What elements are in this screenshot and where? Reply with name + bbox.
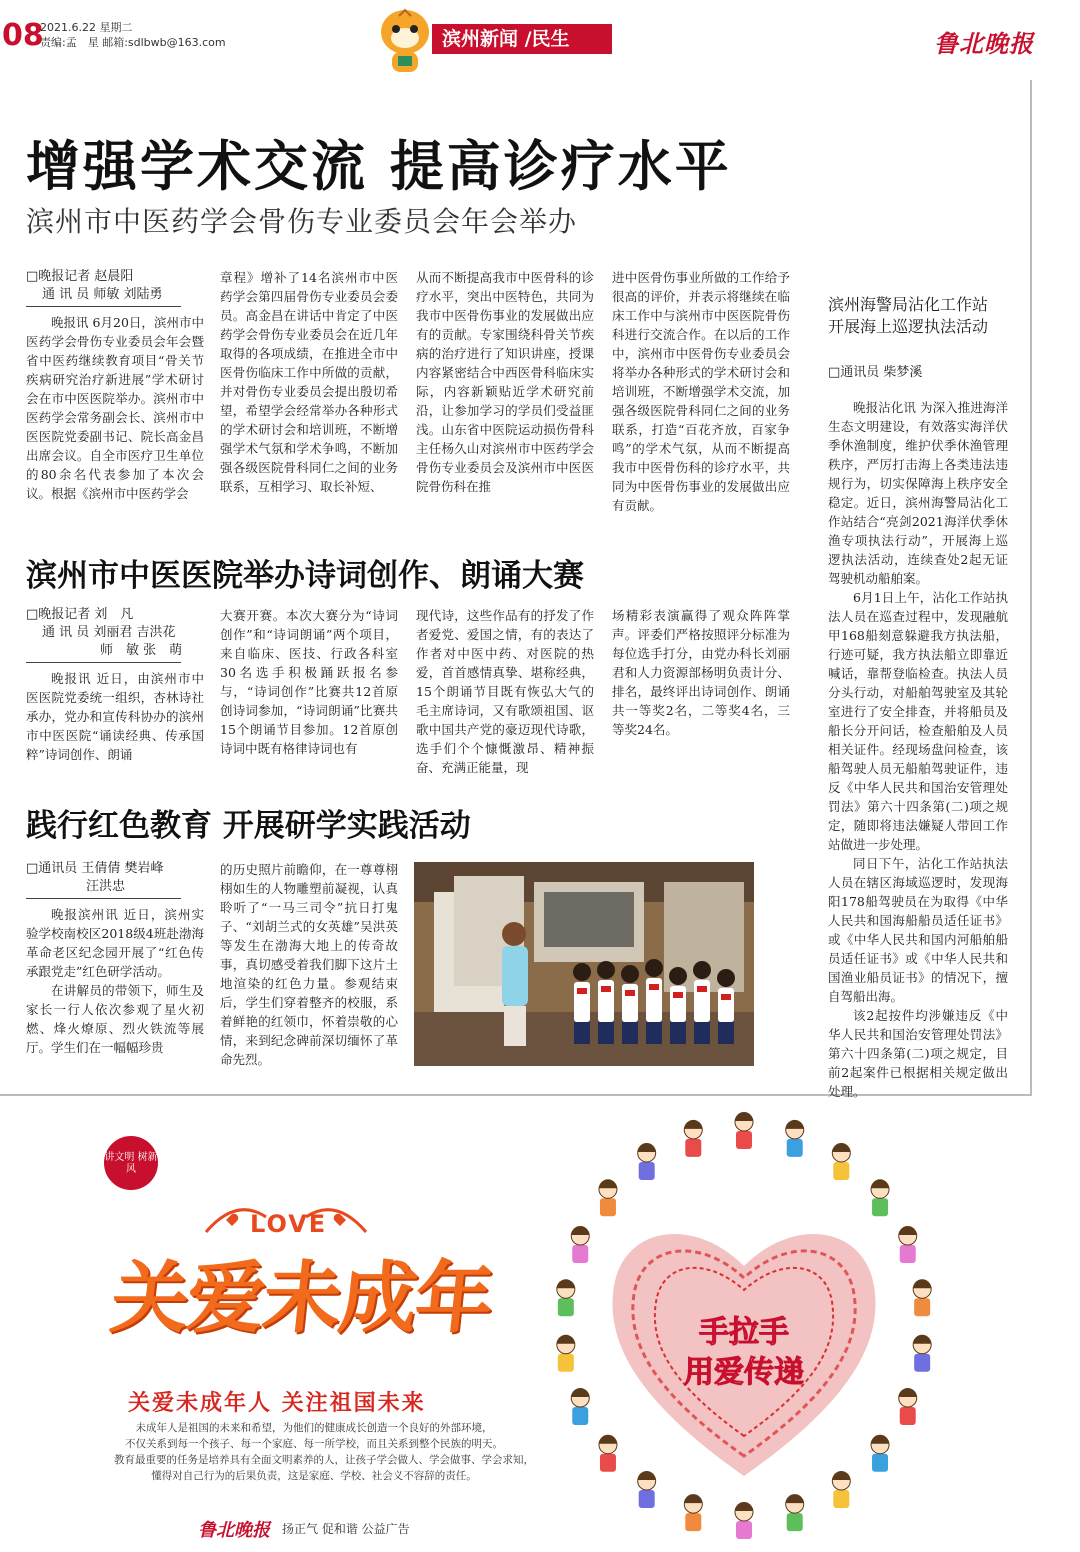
- child-figure: [571, 1226, 589, 1263]
- editor-line: 责编:孟 星 邮箱:sdlbwb@163.com: [40, 36, 226, 49]
- sidebar-byline: □通讯员 柴梦溪: [828, 365, 923, 380]
- ad-copy-line2: 不仅关系到每一个孩子、每一个家庭、每一所学校，而且关系到整个民族的明天。: [125, 1438, 503, 1450]
- ad-copy-line1: 未成年人是祖国的未来和希望，为他们的健康成长创造一个良好的外部环境，: [135, 1422, 493, 1434]
- children-circle-heart-illustration: [534, 1106, 954, 1546]
- story1-paragraph: 晚报讯 6月20日，滨州市中医药学会骨伤专业委员会年会暨省中医药继续教育项目“骨关节疾病研究治疗新进展”学术研讨会在市中医医院举办。滨州市中医药学会常务副会长、滨州市中医医院党委副书记、院长高金昌出席会议。自全市医疗卫生单位的80余名代表参加了本次会议。根据《滨州市中医药学会: [26, 315, 204, 501]
- story2-col1: [26, 606, 204, 766]
- sidebar-body: 晚报沾化讯 为深入推进海洋生态文明建设，有效落实海洋伏季休渔制度，维护伏季休渔管理秩序，严厉打击海上各类违法违规行为，切实保障海上秩序安全稳定。近日，滨州海警局沾化工作站结合“亮剑2021海洋伏季休渔专项执法行动”，开展海上巡逻执法活动，连续查处2起无证驾驶机动船舶案。 6月1日上午，沾化工作站执法人员在巡查过程中，发现融航甲168船刻意躲避我方执法船，行迹可疑，我方执法船立即靠近喊话，靠帮登临检查。执法人员分头行动，对船舶驾驶室及其轮室进行了安全排查，并将船员及船长分开问话，检查船舶及人员相关证件。经现场盘问检查，该船驾驶人员无船舶驾驶证件，违反《中华人民共和国治安管理处罚法》第六十四条第(二)项之规定，随即将违法嫌疑人带回工作站做进一步处理。 同日下午，沾化工作站执法人员在辖区海域巡逻时，发现海阳178船驾驶员在为取得《中华人民共和国海船船员适任证书》或《中华人民共和国内河船舶船员适任证书》或《中华人民共和国渔业船员证书》的情况下，擅自驾船出海。 该2起按件均涉嫌违反《中华人民共和国治安管理处罚法》第六十四条第(二)项之规定，目前2起案件已根据相关规定做出处理。: [828, 400, 1008, 1099]
- child-figure: [871, 1435, 889, 1472]
- child-figure: [899, 1388, 917, 1425]
- ad-footer-text: 扬正气 促和谐 公益广告: [282, 1522, 410, 1536]
- love-text: LOVE: [250, 1210, 328, 1238]
- child-figure: [684, 1494, 702, 1531]
- child-figure: [599, 1179, 617, 1216]
- story3-col2: 的历史照片前瞻仰，在一尊尊栩栩如生的人物雕塑前凝视，认真聆听了“一马三司令”抗日打鬼子、“刘胡兰式的女英雄”吴洪英等发生在渤海大地上的传奇故事，真切感受着我们脚下这片土地渲染的红色力量。参观结束后，学生们穿着整齐的校服，系着鲜艳的红领巾，怀着崇敬的心情，来到纪念碑前深切缅怀了革命先烈。: [220, 862, 398, 1067]
- child-figure: [684, 1120, 702, 1157]
- story1-col4: 进中医骨伤事业所做的工作给予很高的评价，并表示将继续在临床工作中与滨州市中医医院骨伤科进行交流合作。在以后的工作中，滨州市中医骨伤专业委员会将举办各种形式的学术研讨会和培训班，不断增强学术交流，加强各级医院骨科同仁之间的业务联系，打造“百花齐放，百家争鸣”的学术气氛，从而不断提高我市中医骨伤科的诊疗水平，共同为中医骨伤事业的发展做出应有贡献。: [612, 270, 790, 513]
- story1-byline: □晚报记者 赵晨阳 通 讯 员 师敏 刘陆勇: [26, 269, 163, 302]
- story2-col3: 现代诗，这些作品有的抒发了作者爱党、爱国之情，有的表达了作者对中医中药、对医院的热爱，首首感情真挚、堪称经典，15个朗诵节目既有恢弘大气的毛主席诗词，又有歌颂祖国、讴歌中国共产党的豪迈现代诗歌，选手们个个慷慨激昂、精神振奋、充满正能量，现: [416, 608, 594, 775]
- ad-headline: 关爱未成年: [106, 1254, 497, 1344]
- story2-col2: 大赛开赛。本次大赛分为“诗词创作”和“诗词朗诵”两个项目，来自临床、医技、行政各科室30名选手积极踊跃报名参与，“诗词创作”比赛共12首原创诗词参加，“诗词朗诵”比赛共15个朗诵节目参加。12首原创诗词中既有格律诗词也有: [220, 608, 398, 756]
- study-tour-photo: [414, 862, 754, 1066]
- ad-copy-line3: 教育最重要的任务是培养具有全面文明素养的人，让孩子学会做人、学会做事、学会求知，: [114, 1454, 534, 1466]
- child-figure: [599, 1435, 617, 1472]
- story2-headline: 滨州市中医医院举办诗词创作、朗诵大赛: [26, 558, 584, 594]
- story3-headline: 践行红色教育 开展研学实践活动: [26, 808, 471, 844]
- child-figure: [913, 1279, 931, 1316]
- child-figure: [832, 1471, 850, 1508]
- story2-col4: 场精彩表演赢得了观众阵阵掌声。评委们严格按照评分标准为每位选手打分，由党办科长刘丽君和人力资源部杨明负责计分、排名，最终评出诗词创作、朗诵共一等奖2名，二等奖4名，三等奖24名。: [612, 608, 790, 737]
- child-figure: [871, 1179, 889, 1216]
- child-figure: [899, 1226, 917, 1263]
- page-header: [0, 0, 1080, 80]
- page-number: 08: [2, 18, 44, 53]
- child-figure: [638, 1471, 656, 1508]
- story1-headline: 增强学术交流 提高诊疗水平: [26, 135, 732, 198]
- story1-col1: [26, 268, 204, 513]
- ad-footer-logo: 鲁北晚报: [198, 1520, 270, 1541]
- child-figure: [786, 1120, 804, 1157]
- child-figure: [735, 1112, 753, 1149]
- child-figure: [786, 1494, 804, 1531]
- heart-text-2: 用爱传递: [684, 1355, 804, 1390]
- sidebar-headline: 滨州海警局沾化工作站 开展海上巡逻执法活动: [828, 295, 989, 336]
- child-figure: [913, 1335, 931, 1372]
- story2-byline: □晚报记者 刘 凡 通 讯 员 刘丽君 吉洪花 师 敏 张 萌: [26, 607, 183, 658]
- tiger-mascot-icon: [372, 2, 438, 76]
- story1-col2: 章程》增补了14名滨州市中医药学会第四届骨伤专业委员会委员。高金昌在讲话中肯定了中医药学会骨伤专业委员会在近几年取得的各项成绩，在推进全市中医骨伤临床工作中所做的贡献，并对骨伤专业委员会提出殷切希望，希望学会经常举办各种形式的学术研讨会和培训班，不断增强学术气氛和学术争鸣，不断加强各级医院骨科同仁之间的业务联系，互相学习、取长补短、: [220, 270, 398, 494]
- issue-meta: [40, 20, 226, 50]
- child-figure: [557, 1335, 575, 1372]
- story1-subheadline: 滨州市中医药学会骨伤专业委员会年会举办: [26, 205, 578, 238]
- masthead-logo: 鲁北晚报: [934, 29, 1034, 58]
- section-label: 滨州新闻 /民生: [432, 24, 612, 54]
- story1-col3: 从而不断提高我市中医骨科的诊疗水平，突出中医特色，共同为我市中医骨伤事业的发展做出应有的贡献。专家围绕科骨关节疾病的治疗进行了知识讲座，授课内容紧密结合中西医骨科临床实际，内容新颖贴近学术研究前沿，让参加学习的学员们受益匪浅。山东省中医院运动损伤骨科主任杨久山对滨州市中医药学会骨伤专业委员会及滨州市中医医院骨伤科在推: [416, 270, 594, 494]
- story3-col1: □通讯员 王倩倩 樊岩峰 汪洪忠 晚报滨州讯 近日，滨州实验学校南校区2018级4班赴渤海革命老区纪念园开展了“红色传承跟党走”红色研学活动。 在讲解员的带领下，师生及家长一行人依次参观了星火初燃、烽火燎原、烈火铁流等展厅。学生们在一幅幅珍贵: [26, 861, 204, 1055]
- ad-slogan: 关爱未成年人 关注祖国未来: [128, 1391, 426, 1416]
- child-figure: [638, 1143, 656, 1180]
- civility-badge: 讲文明 树新风: [104, 1136, 158, 1190]
- child-figure: [557, 1279, 575, 1316]
- story2-paragraph: 晚报讯 近日，由滨州市中医医院党委统一组织，杏林诗社承办，党办和宣传科协办的滨州市中医医院“诵读经典、传承国粹”诗词创作、朗诵: [26, 671, 204, 762]
- child-figure: [832, 1143, 850, 1180]
- story3-byline: □通讯员 王倩倩 樊岩峰 汪洪忠: [26, 861, 164, 894]
- ad-copy-line4: 懂得对自己行为的后果负责，这是家庭、学校、社会义不容辞的责任。: [151, 1470, 477, 1482]
- child-figure: [571, 1388, 589, 1425]
- heart-text-1: 手拉手: [699, 1315, 789, 1350]
- issue-date: 2021.6.22 星期二: [40, 21, 133, 34]
- child-figure: [735, 1502, 753, 1539]
